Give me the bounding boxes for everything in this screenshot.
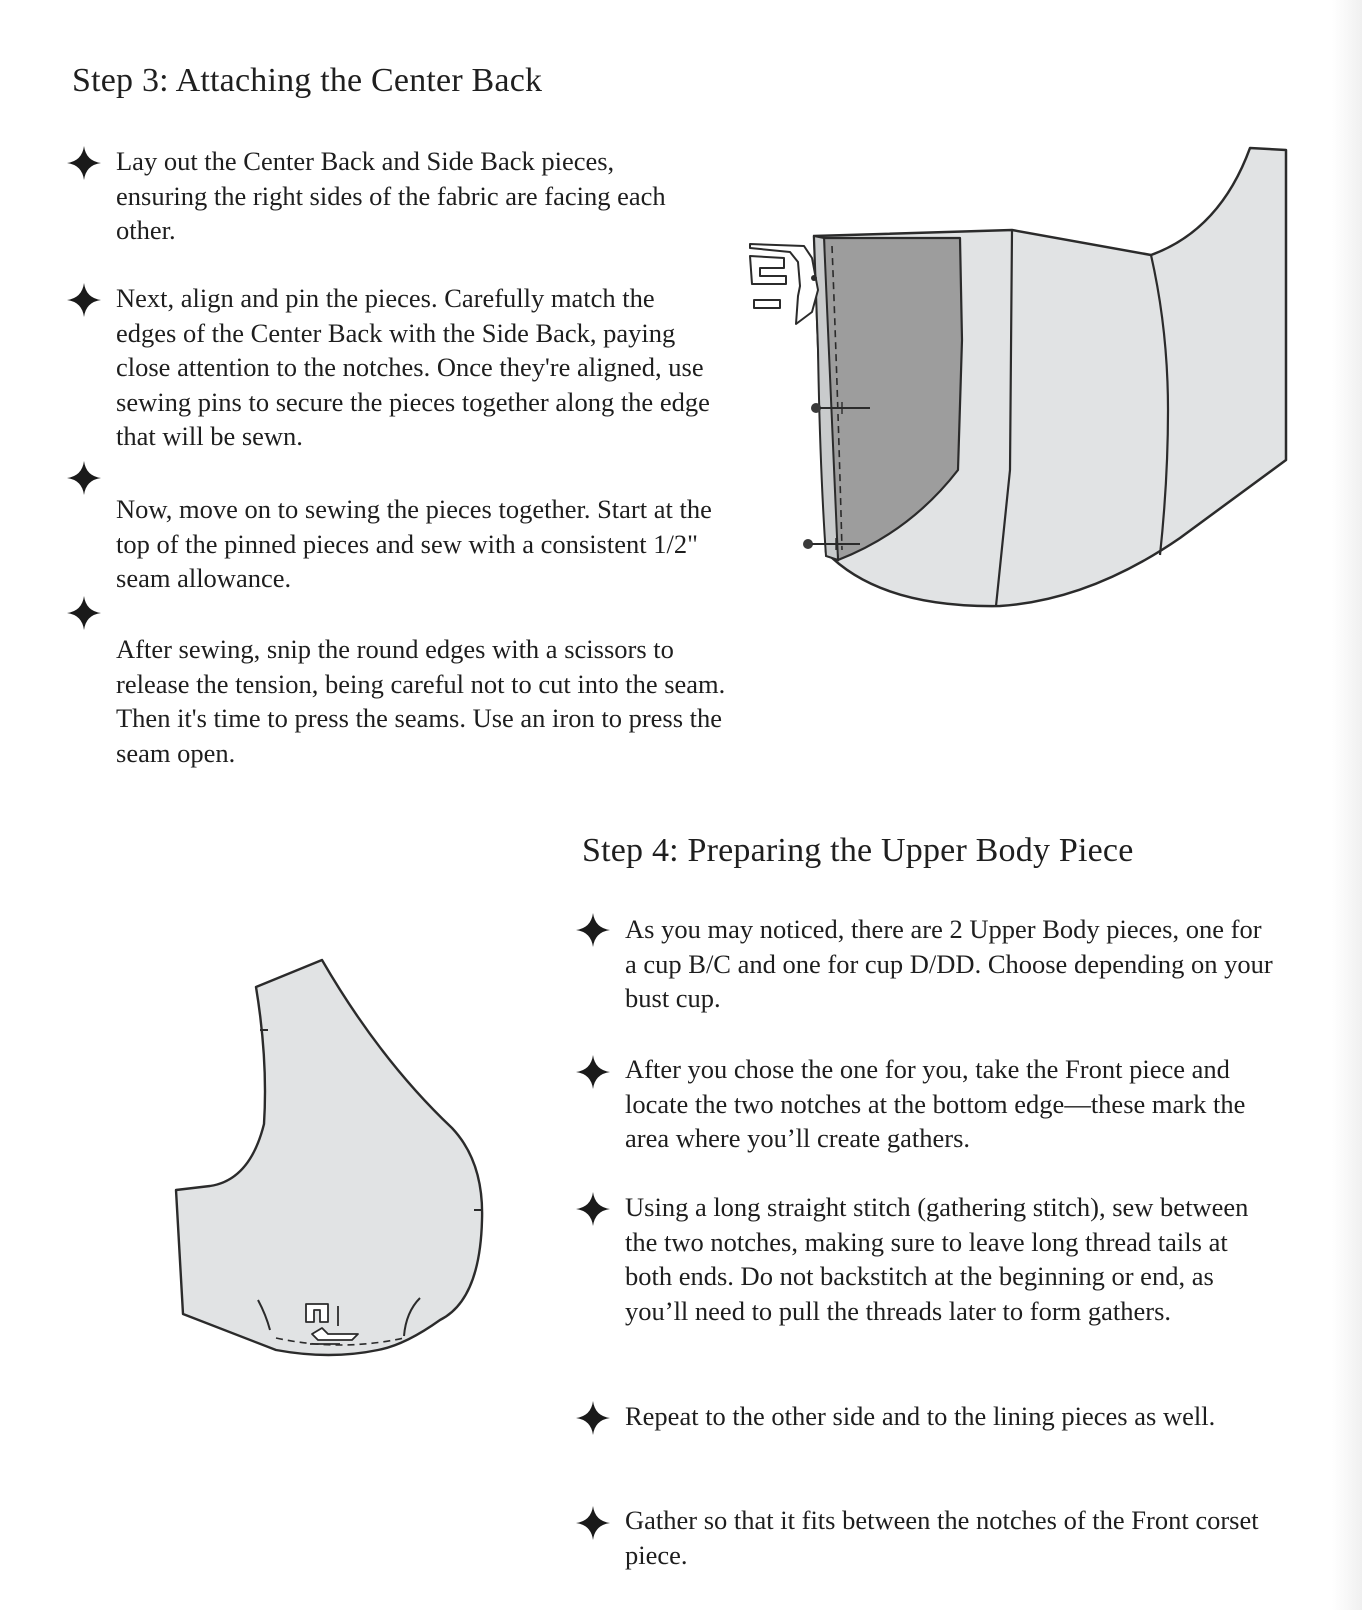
page-edge-shadow (1332, 0, 1362, 1610)
step4-bullet-2: After you chose the one for you, take the Front piece and locate the two notches at the bottom edge—these mark the area where you’ll create gathers. (625, 1054, 1246, 1153)
step4-bullet-1: As you may noticed, there are 2 Upper Body pieces, one for a cup B/C and one for cup D/DD. Choose depending on your bust cup. (625, 914, 1273, 1013)
step3-bullet-4: After sewing, snip the round edges with a scissors to release the tension, being careful not to cut into the seam. Then it's time to press the seams. Use an iron to press the seam open. (116, 634, 726, 768)
step4-title: Step 4: Preparing the Upper Body Piece (582, 832, 1134, 869)
step3-bullet-1: Lay out the Center Back and Side Back pieces, ensuring the right sides of the fabric are facing each other. (116, 146, 666, 245)
four-point-star-icon (575, 1505, 611, 1541)
step4-bullet-4: Repeat to the other side and to the lining pieces as well. (625, 1401, 1216, 1431)
four-point-star-icon (66, 460, 102, 496)
step3-title: Step 3: Attaching the Center Back (72, 62, 543, 99)
step4-bullet-3: Using a long straight stitch (gathering stitch), sew between the two notches, making sure to leave long thread tails at both ends. Do not backstitch at the beginning or end, as you’ll need to pull the threads later to form gathers. (625, 1192, 1249, 1326)
four-point-star-icon (575, 1400, 611, 1436)
four-point-star-icon (66, 595, 102, 631)
four-point-star-icon (66, 145, 102, 181)
step4-bullet-5: Gather so that it fits between the notches of the Front corset piece. (625, 1505, 1259, 1570)
four-point-star-icon (575, 1054, 611, 1090)
four-point-star-icon (575, 1191, 611, 1227)
four-point-star-icon (66, 282, 102, 318)
four-point-star-icon (575, 912, 611, 948)
upper-body-piece-illustration (160, 940, 500, 1380)
step3-bullet-3: Now, move on to sewing the pieces together. Start at the top of the pinned pieces and sew with a consistent 1/2" seam allowance. (116, 494, 712, 593)
center-back-illustration (740, 140, 1300, 620)
presser-foot-icon (750, 244, 818, 324)
step3-bullet-2: Next, align and pin the pieces. Carefully match the edges of the Center Back with the Side Back, paying close attention to the notches. Once they're aligned, use sewing pins to secure the pieces together along the edge that will be sewn. (116, 283, 710, 451)
